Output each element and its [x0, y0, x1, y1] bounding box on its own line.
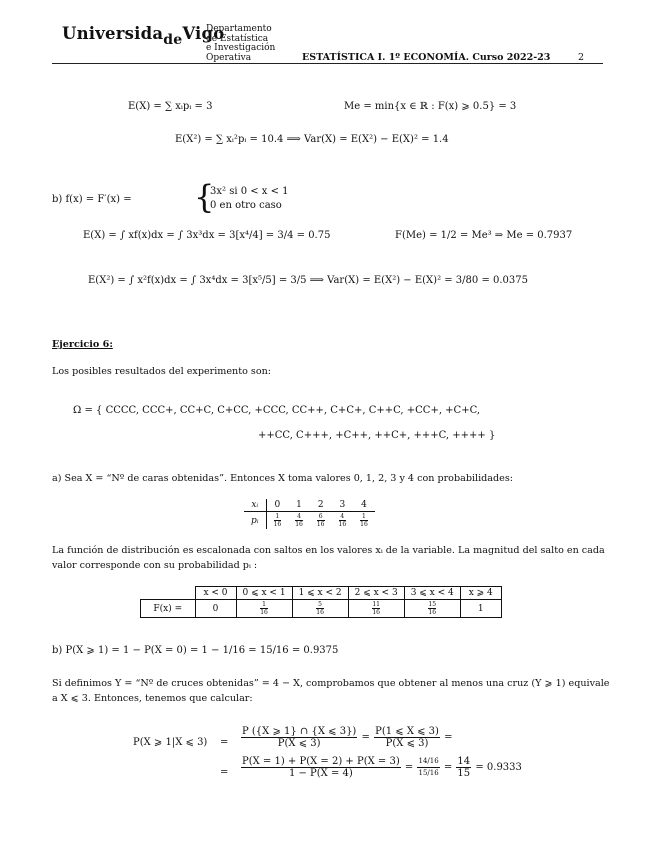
x-value: 2 — [310, 499, 332, 512]
university-logo: Universida$_{de}$Vigo — [62, 24, 225, 48]
interval-header: 0 ⩽ x < 1 — [236, 587, 292, 600]
continuous-median: F(Me) = 1/2 = Me³ ⇒ Me = 0.7937 — [395, 230, 573, 241]
mean-formula: E(X) = ∑ xᵢpᵢ = 3 — [128, 101, 213, 112]
p-value: $\frac{1}{16}$ — [273, 513, 282, 528]
part-a-text: a) Sea X = “Nº de caras obtenidas”. Entonces X toma valores 0, 1, 2, 3 y 4 con probabilidades: — [52, 473, 514, 484]
interval-header: 1 ⩽ x < 2 — [292, 587, 348, 600]
variance-formula: E(X²) = ∑ xᵢ²pᵢ = 10.4 ⟹ Var(X) = E(X²) − E(X)² = 1.4 — [175, 134, 449, 145]
cdf-value: $\frac{5}{16}$ — [316, 601, 324, 616]
density-label: b) f(x) = F′(x) = — [52, 194, 132, 205]
probability-table — [244, 499, 375, 529]
median-formula: Me = min{x ∈ ℝ : F(x) ⩾ 0.5} = 3 — [344, 101, 517, 112]
continuous-second-moment: E(X²) = ∫ x²f(x)dx = ∫ 3x⁴dx = 3[x⁵/5] = 3/5 ⟹ Var(X) = E(X²) − E(X)² = 3/80 = 0.0375 — [88, 275, 528, 286]
exercise-title: Ejercicio 6: — [52, 339, 113, 350]
cdf-value: $\frac{1}{16}$ — [260, 601, 268, 616]
x-label: xᵢ — [244, 499, 266, 512]
case-brace: { — [194, 178, 215, 216]
cross-text-2: a X ⩽ 3. Entonces, tenemos que calcular: — [52, 693, 253, 704]
cross-text-1: Si definimos Y = “Nº de cruces obtenidas” = 4 − X, comprobamos que obtener al menos una cruz (Y ⩾ 1) equivale — [52, 678, 610, 689]
continuous-mean: E(X) = ∫ xf(x)dx = ∫ 3x³dx = 3[x⁴/4] = 3/4 = 0.75 — [83, 230, 331, 241]
department-name: Departamento de Estatística e Investigación Operativa — [206, 24, 276, 63]
sample-space-line-1: Ω = { CCCC, CCC+, CC+C, C+CC, +CCC, CC++, C+C+, C++C, +CC+, +C+C, — [73, 405, 481, 416]
p-value: $\frac{4}{16}$ — [338, 513, 347, 528]
cdf-value: 1 — [460, 600, 501, 618]
conditional-step-2: $\frac{P(X = 1) + P(X = 2) + P(X = 3)}{1 - P(X = 4)}$ = $\frac{14/16}{15/16}$ = $\frac{14}{15}$ = 0.9333 — [242, 756, 522, 779]
part-b-formula: b) P(X ⩾ 1) = 1 − P(X = 0) = 1 − 1/16 = 15/16 = 0.9375 — [52, 645, 339, 656]
conditional-lhs: P(X ⩾ 1|X ⩽ 3) — [133, 737, 208, 748]
cdf-value: $\frac{11}{16}$ — [372, 601, 380, 616]
cdf-value: $\frac{15}{16}$ — [428, 601, 437, 616]
cdf-text-1: La función de distribución es escalonada con saltos en los valores xᵢ de la variable. La magnitud del salto en cada — [52, 545, 605, 556]
table-row — [141, 587, 502, 600]
equals-sign-2: = — [220, 767, 229, 778]
p-value: $\frac{4}{16}$ — [295, 513, 303, 528]
sample-space-line-2: ++CC, C+++, +C++, ++C+, +++C, ++++ } — [258, 430, 496, 441]
header-rule — [52, 63, 603, 64]
p-value: $\frac{6}{16}$ — [316, 513, 325, 528]
p-label: pᵢ — [244, 512, 266, 530]
conditional-step-1: $\frac{P (\{X ⩾ 1\} \cap \{X ⩽ 3\})}{P(X ⩽ 3)}$ = $\frac{P(1 ⩽ X ⩽ 3)}{P(X ⩽ 3)}$ = — [242, 726, 453, 749]
table-row — [141, 600, 502, 618]
x-value: 4 — [353, 499, 375, 512]
x-value: 1 — [288, 499, 310, 512]
cdf-table — [140, 586, 502, 618]
cdf-value: 0 — [195, 600, 236, 618]
equals-sign: = — [220, 737, 229, 748]
cdf-row-label: F(x) = — [141, 600, 196, 618]
course-title: ESTATÍSTICA I. 1º ECONOMÍA. Curso 2022-23 — [302, 52, 551, 63]
p-value: $\frac{1}{16}$ — [360, 513, 368, 528]
interval-header: 3 ⩽ x < 4 — [404, 587, 460, 600]
table-row — [244, 499, 375, 512]
interval-header: 2 ⩽ x < 3 — [348, 587, 404, 600]
table-row — [244, 512, 375, 530]
conditional-result: = 0.9333 — [475, 762, 522, 773]
x-value: 0 — [266, 499, 288, 512]
intro-text: Los posibles resultados del experimento son: — [52, 366, 272, 377]
density-case-1: 3x² si 0 < x < 1 — [210, 186, 289, 197]
density-case-2: 0 en otro caso — [210, 200, 282, 211]
cdf-text-2: valor corresponde con su probabilidad pᵢ : — [52, 560, 258, 571]
x-value: 3 — [332, 499, 354, 512]
page-number: 2 — [578, 52, 585, 63]
interval-header: x ⩾ 4 — [460, 587, 501, 600]
interval-header: x < 0 — [195, 587, 236, 600]
